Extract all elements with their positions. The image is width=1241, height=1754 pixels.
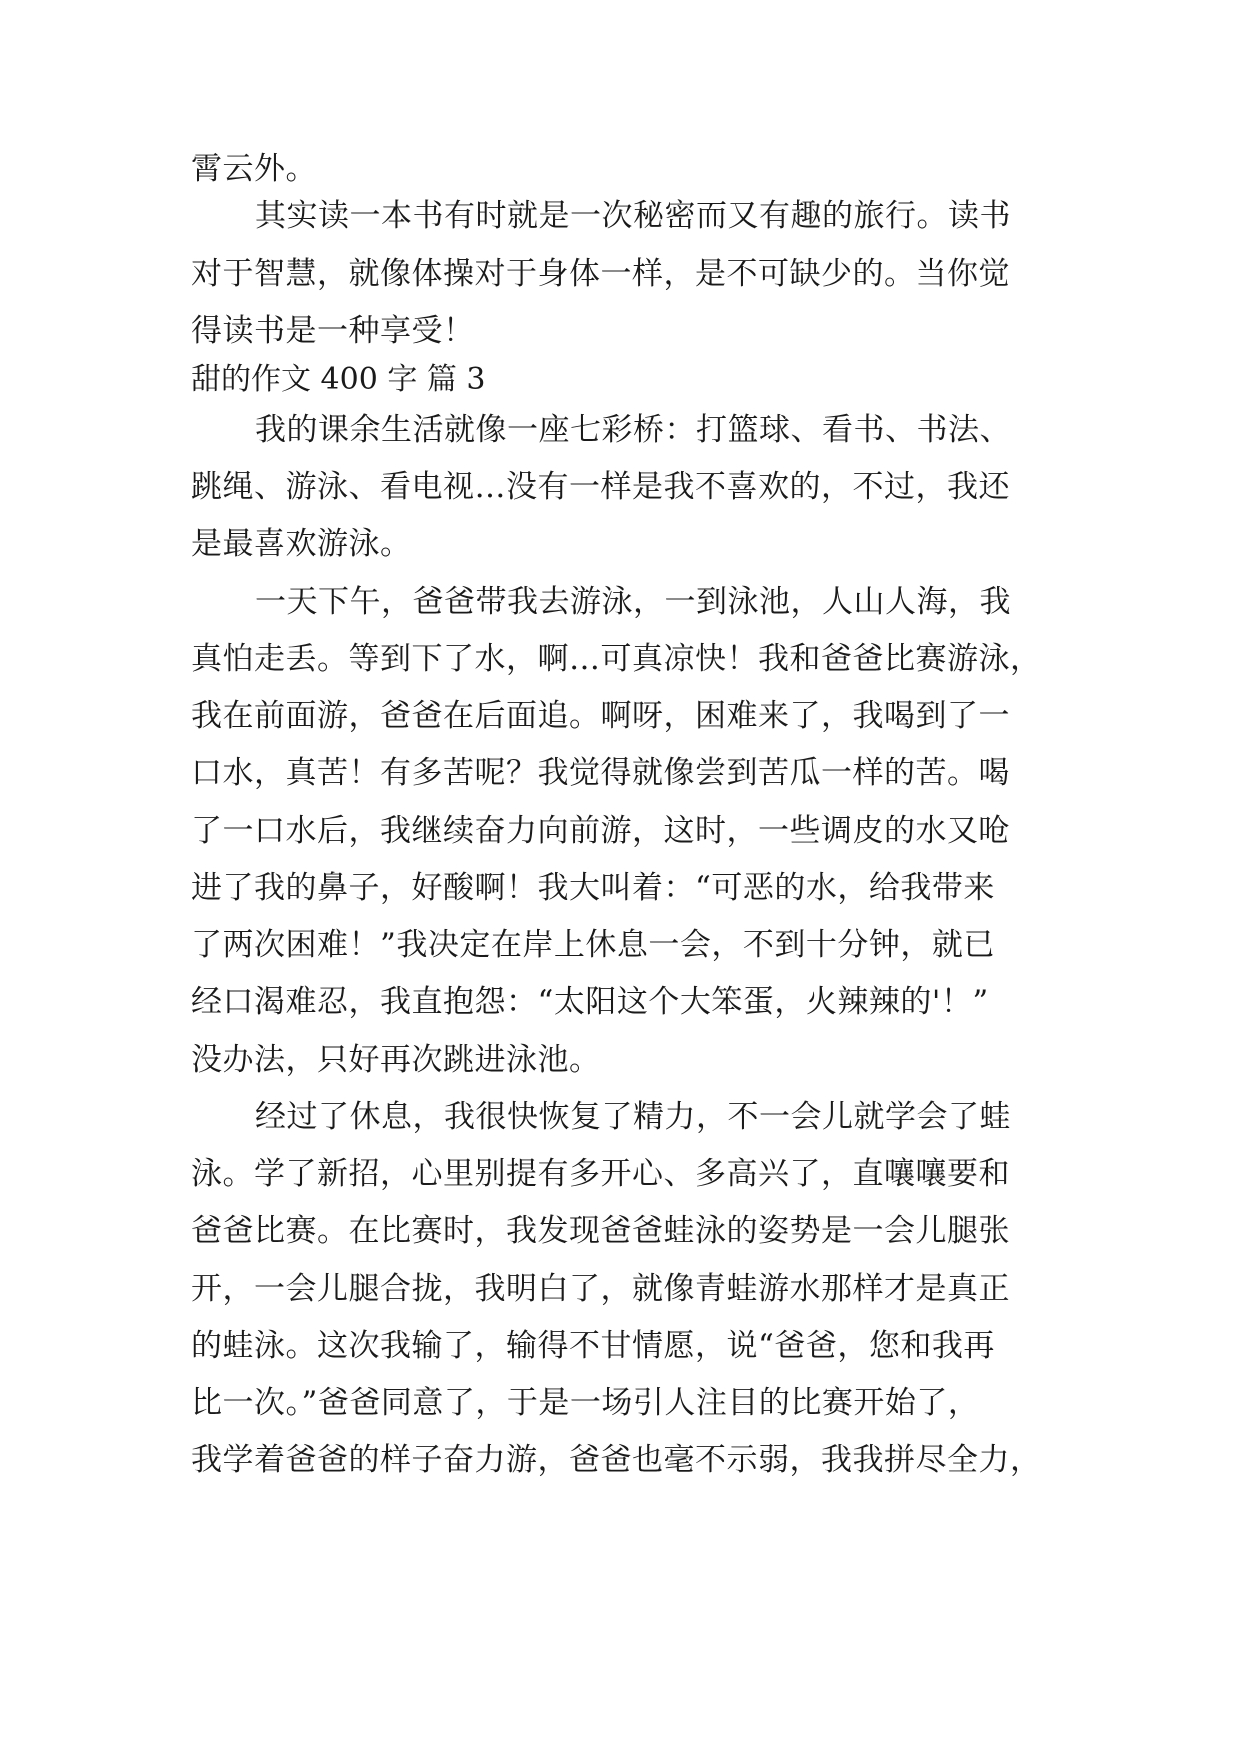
paragraph-first-line: 我的课余生活就像一座七彩桥：打篮球、看书、书法、 xyxy=(255,412,1011,448)
paragraph-first-line: 其实读一本书有时就是一次秘密而又有趣的旅行。读书 xyxy=(255,198,1011,234)
text-line: 对于智慧，就像体操对于身体一样，是不可缺少的。当你觉 xyxy=(191,256,1010,292)
section-heading: 甜的作文 400 字 篇 3 xyxy=(191,362,486,397)
text-line: 跳绳、游泳、看电视…没有一样是我不喜欢的，不过，我还 xyxy=(191,469,1010,505)
text-line: 进了我的鼻子，好酸啊！我大叫着：“可恶的水，给我带来 xyxy=(191,870,995,906)
paragraph-first-line: 经过了休息，我很快恢复了精力，不一会儿就学会了蛙 xyxy=(255,1099,1011,1135)
text-line: 得读书是一种享受！ xyxy=(191,313,475,349)
text-line: 泳。学了新招，心里别提有多开心、多高兴了，直嚷嚷要和 xyxy=(191,1156,1010,1192)
text-line: 我在前面游，爸爸在后面追。啊呀，困难来了，我喝到了一 xyxy=(191,698,1010,734)
text-line: 开，一会儿腿合拢，我明白了，就像青蛙游水那样才是真正 xyxy=(191,1271,1010,1307)
text-line: 我学着爸爸的样子奋力游，爸爸也毫不示弱，我我拼尽全力， xyxy=(191,1442,1042,1478)
text-line: 是最喜欢游泳。 xyxy=(191,526,412,562)
text-line: 没办法，只好再次跳进泳池。 xyxy=(191,1042,601,1078)
text-line: 经口渴难忍，我直抱怨：“太阳这个大笨蛋，火辣辣的'！” xyxy=(191,984,989,1020)
paragraph-first-line: 一天下午，爸爸带我去游泳，一到泳池，人山人海，我 xyxy=(255,584,1011,620)
text-line: 比一次。”爸爸同意了，于是一场引人注目的比赛开始了， xyxy=(191,1385,980,1421)
text-line: 了一口水后，我继续奋力向前游，这时，一些调皮的水又呛 xyxy=(191,813,1010,849)
text-line: 口水，真苦！有多苦呢？我觉得就像尝到苦瓜一样的苦。喝 xyxy=(191,755,1010,791)
text-line: 真怕走丢。等到下了水，啊…可真凉快！我和爸爸比赛游泳， xyxy=(191,641,1042,677)
text-line: 爸爸比赛。在比赛时，我发现爸爸蛙泳的姿势是一会儿腿张 xyxy=(191,1213,1010,1249)
text-line: 了两次困难！”我决定在岸上休息一会，不到十分钟，就已 xyxy=(191,927,995,963)
text-line: 的蛙泳。这次我输了，输得不甘情愿，说“爸爸，您和我再 xyxy=(191,1328,995,1364)
text-line: 霄云外。 xyxy=(191,151,317,187)
